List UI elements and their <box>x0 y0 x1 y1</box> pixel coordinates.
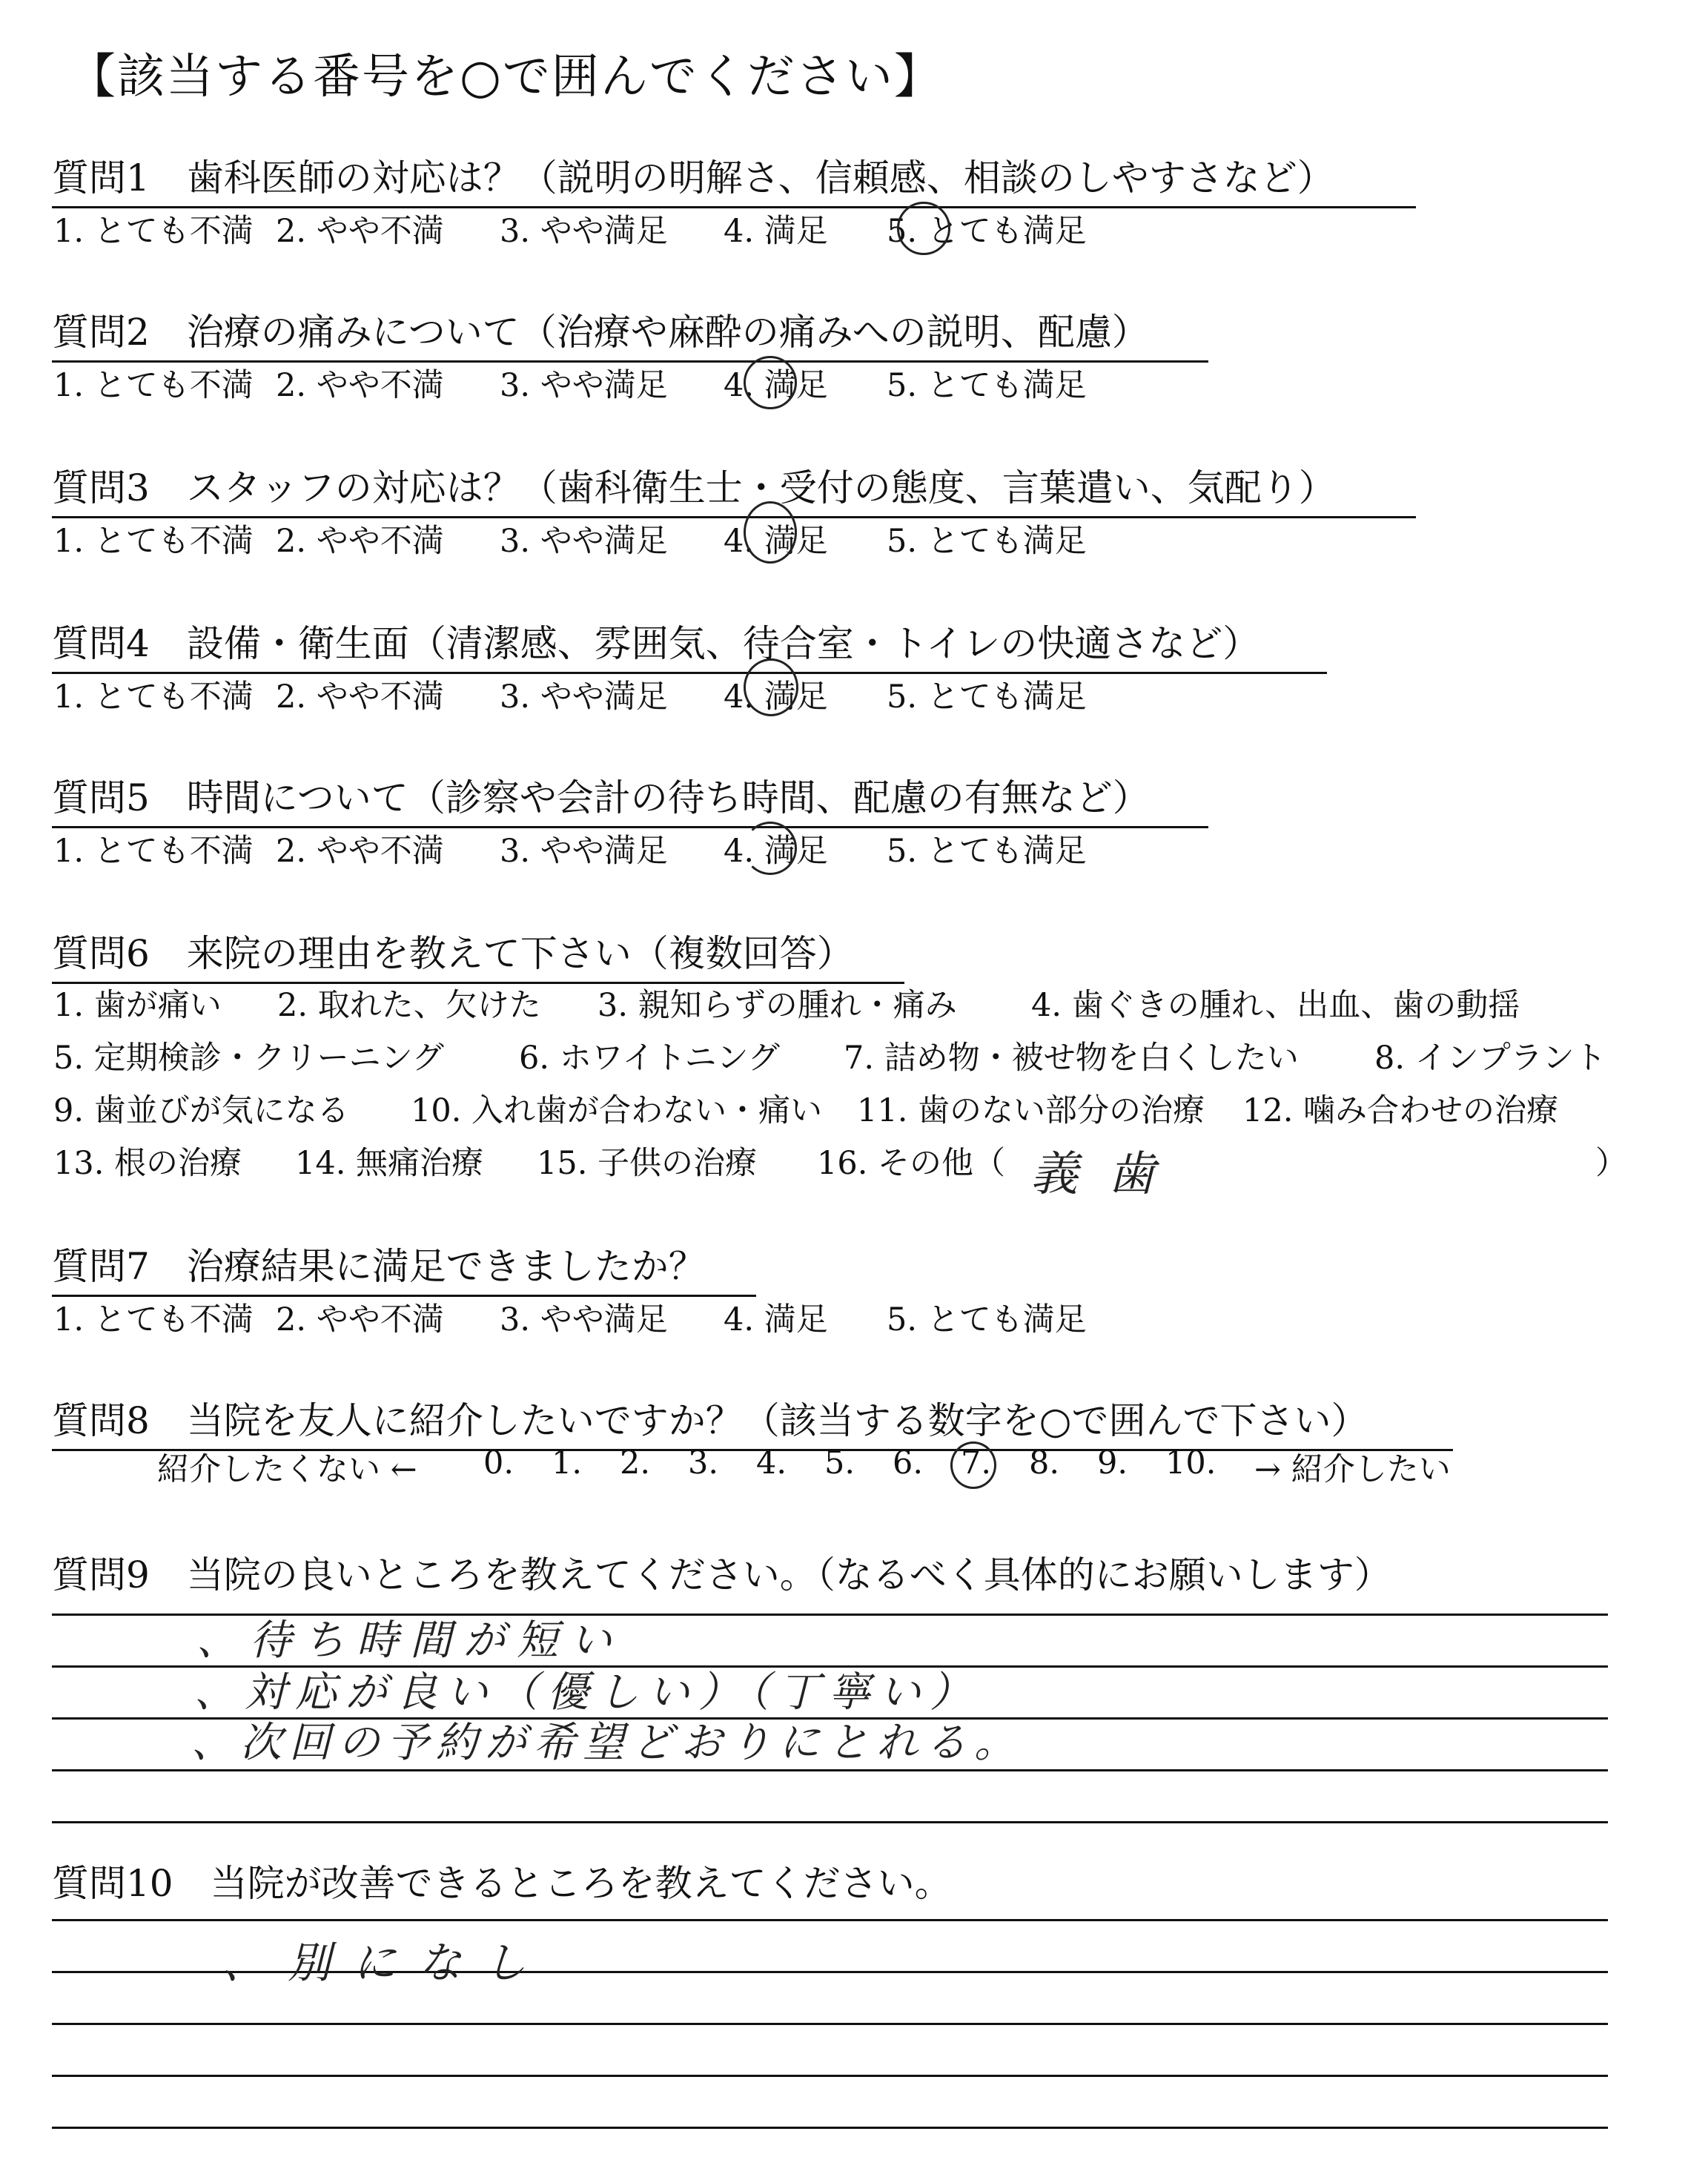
option-2: 2. やや不満 <box>276 678 444 716</box>
option-3: 3. やや満足 <box>500 678 668 716</box>
option-1: 1. とても不満 <box>53 523 254 560</box>
q9-handwritten-line: 、対応が良い（優しい）（丁寧い） <box>194 1668 980 1717</box>
option-5: 5. とても満足 <box>887 367 1087 404</box>
option-3: 3. やや満足 <box>500 213 668 250</box>
reason-option: 8. インプラント <box>1374 1040 1606 1077</box>
option-1: 1. とても不満 <box>53 367 254 404</box>
reason-option: 11. 歯のない部分の治療 <box>857 1092 1205 1129</box>
reason-option: 2. 取れた、欠けた <box>277 987 541 1024</box>
answer-line <box>52 1769 1608 1771</box>
question-4-label: 質問4 設備・衛生面（清潔感、雰囲気、待合室・トイレの快適さなど） <box>52 614 1327 674</box>
option-5: 5. とても満足 <box>887 833 1087 870</box>
scale-number: 6. <box>893 1444 924 1482</box>
question-3-options <box>53 516 1087 561</box>
answer-circle-q1 <box>897 202 950 255</box>
answer-circle-q2 <box>744 356 797 409</box>
scale-number: 7. <box>961 1444 992 1482</box>
reason-option: 9. 歯並びが気になる <box>53 1092 349 1129</box>
q6-row-1 <box>53 980 1520 1025</box>
scale-right-label: → 紹介したい <box>1254 1451 1451 1488</box>
reason-option: 5. 定期検診・クリーニング <box>53 1040 444 1077</box>
question-8-label: 質問8 当院を友人に紹介したいですか？（該当する数字を○で囲んで下さい） <box>52 1391 1453 1451</box>
answer-line <box>52 1821 1608 1823</box>
question-7-label: 質問7 治療結果に満足できましたか？ <box>52 1237 756 1297</box>
q8-scale <box>157 1444 1451 1490</box>
option-5: 5. とても満足 <box>887 523 1087 560</box>
q9-handwritten-line: 、待ち時間が短い <box>196 1616 623 1665</box>
option-2: 2. やや不満 <box>276 523 444 560</box>
option-2: 2. やや不満 <box>276 833 444 870</box>
reason-option: 1. 歯が痛い <box>53 987 222 1024</box>
option-2: 2. やや不満 <box>276 213 444 250</box>
question-1-label: 質問1 歯科医師の対応は？（説明の明解さ、信頼感、相談のしやすさなど） <box>52 148 1416 208</box>
answer-line <box>52 2075 1608 2077</box>
option-2: 2. やや不満 <box>276 1301 444 1338</box>
q9-handwritten-line: 、次回の予約が希望どおりにとれる。 <box>191 1719 1023 1767</box>
reason-option: 13. 根の治療 <box>53 1145 242 1182</box>
scale-number: 5. <box>824 1444 855 1482</box>
option-5: 5. とても満足 <box>887 678 1087 716</box>
answer-line <box>52 1919 1608 1921</box>
reason-option: 4. 歯ぐきの腫れ、出血、歯の動揺 <box>1031 987 1520 1024</box>
q6-row-4 <box>53 1138 1005 1183</box>
question-10-label: 質問10 当院が改善できるところを教えてください。 <box>52 1862 952 1905</box>
reason-option: 16. その他（ <box>817 1145 1006 1182</box>
question-7-options <box>53 1295 1087 1340</box>
q10-handwritten-line: 、別になし <box>222 1938 549 1988</box>
scale-number: 1. <box>552 1444 583 1482</box>
option-5: 5. とても満足 <box>887 213 1087 250</box>
option-5: 5. とても満足 <box>887 1301 1087 1338</box>
option-1: 1. とても不満 <box>53 1301 254 1338</box>
option-2: 2. やや不満 <box>276 367 444 404</box>
scale-number: 3. <box>688 1444 719 1482</box>
scale-number: 0. <box>483 1444 514 1482</box>
page-title: 【該当する番号を○で囲んでください】 <box>68 50 943 105</box>
reason-option: 3. 親知らずの腫れ・痛み <box>598 987 957 1024</box>
scale-number: 10. <box>1165 1444 1217 1482</box>
answer-line <box>52 2023 1608 2025</box>
option-4: 4. 満足 <box>724 367 828 404</box>
option-3: 3. やや満足 <box>500 1301 668 1338</box>
scale-left-label: 紹介したくない ← <box>157 1451 417 1488</box>
question-3-label: 質問3 スタッフの対応は？（歯科衛生士・受付の態度、言葉遣い、気配り） <box>52 458 1416 518</box>
answer-circle-q4 <box>744 658 798 716</box>
answer-circle-q8 <box>950 1441 996 1489</box>
option-3: 3. やや満足 <box>500 523 668 560</box>
reason-option: 6. ホワイトニング <box>519 1040 780 1077</box>
option-4: 4. 満足 <box>724 523 828 560</box>
question-5-label: 質問5 時間について（診察や会計の待ち時間、配慮の有無など） <box>52 768 1208 828</box>
scale-number: 2. <box>620 1444 651 1482</box>
q6-row-3 <box>53 1086 1558 1131</box>
reason-option: 15. 子供の治療 <box>537 1145 758 1182</box>
scale-number: 9. <box>1097 1444 1128 1482</box>
option-1: 1. とても不満 <box>53 213 254 250</box>
question-4-options <box>53 672 1087 717</box>
option-1: 1. とても不満 <box>53 678 254 716</box>
option-1: 1. とても不満 <box>53 833 254 870</box>
reason-option: 10. 入れ歯が合わない・痛い <box>411 1092 823 1129</box>
question-2-label: 質問2 治療の痛みについて（治療や麻酔の痛みへの説明、配慮） <box>52 303 1208 363</box>
scale-number: 4. <box>756 1444 787 1482</box>
option-4: 4. 満足 <box>724 678 828 716</box>
answer-line <box>52 2127 1608 2129</box>
question-2-options <box>53 360 1087 406</box>
option-3: 3. やや満足 <box>500 367 668 404</box>
q6-row-2 <box>53 1033 1606 1078</box>
reason-option: 7. 詰め物・被せ物を白くしたい <box>844 1040 1299 1077</box>
answer-circle-q3 <box>744 501 797 564</box>
q6-other-close-paren: ） <box>1595 1145 1627 1182</box>
reason-option: 14. 無痛治療 <box>295 1145 484 1182</box>
question-9-label: 質問9 当院の良いところを教えてください。（なるべく具体的にお願いします） <box>52 1553 1391 1596</box>
option-4: 4. 満足 <box>724 213 828 250</box>
scale-number: 8. <box>1029 1444 1060 1482</box>
q6-other-handwritten: 義歯 <box>1030 1147 1185 1202</box>
question-5-options <box>53 826 1087 871</box>
option-4: 4. 満足 <box>724 1301 828 1338</box>
question-6-label: 質問6 来院の理由を教えて下さい（複数回答） <box>52 924 904 984</box>
reason-option: 12. 噛み合わせの治療 <box>1242 1092 1559 1129</box>
option-4: 4. 満足 <box>724 833 828 870</box>
option-3: 3. やや満足 <box>500 833 668 870</box>
answer-circle-q5 <box>744 822 797 875</box>
